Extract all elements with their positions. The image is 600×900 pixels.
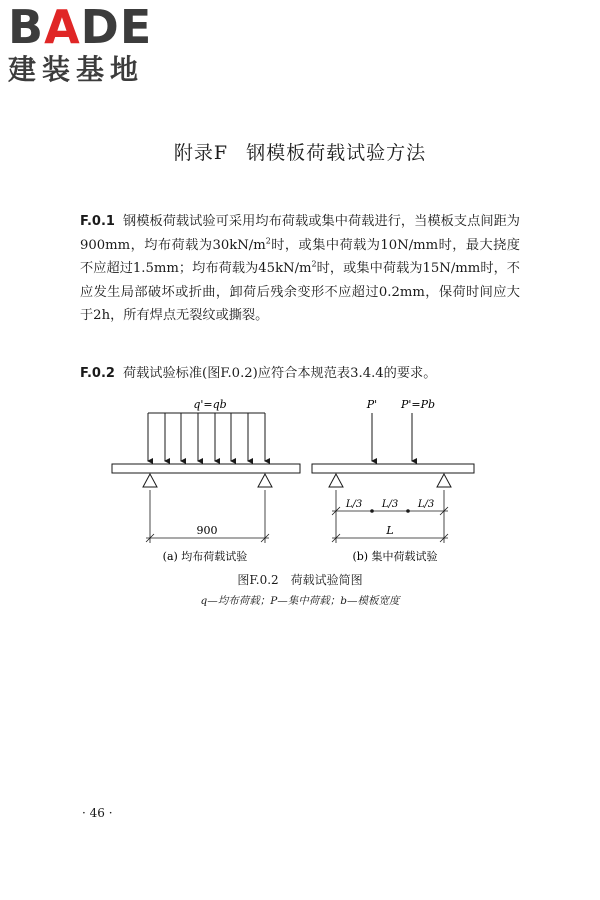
point-load-label-2: P'=Pb — [400, 398, 436, 411]
load-test-diagram — [100, 395, 500, 570]
span-label: L — [386, 524, 394, 537]
superscript: 2 — [265, 236, 271, 246]
clause-text-b: 时，或集中荷载为10N/mm时，最大挠度不应超过1.5mm；均布荷载为45kN/m — [80, 237, 520, 276]
clause-f01 — [80, 210, 520, 328]
concentrated-load-diagram — [312, 398, 474, 563]
appendix-title — [0, 138, 600, 165]
uniform-load-label: q'=qb — [193, 398, 227, 411]
third-label-3: L/3 — [417, 499, 435, 510]
clause-text: 荷载试验标准(图F.0.2)应符合本规范表3.4.4的要求。 — [122, 366, 437, 381]
clause-number: F.0.2 — [80, 366, 115, 381]
clause-number: F.0.1 — [80, 214, 115, 229]
support-left — [143, 474, 157, 487]
span-label: 900 — [196, 524, 218, 537]
logo-letter-b: B — [8, 0, 45, 54]
support-right — [437, 474, 451, 487]
appendix-label: 附录F — [173, 142, 229, 164]
superscript: 2 — [311, 259, 317, 269]
logo-subtitle: 建装基地 — [8, 53, 145, 86]
support-right — [258, 474, 272, 487]
bade-logo — [8, 0, 178, 94]
logo-letters-de: DE — [80, 0, 153, 54]
clause-text-a: 钢模板荷载试验可采用均布荷载或集中荷载进行，当模板支点间距为900mm，均布荷载为30kN/m — [80, 214, 520, 253]
logo-wordmark — [8, 0, 178, 54]
page-number: · 46 · — [82, 806, 113, 820]
third-label-1: L/3 — [345, 499, 363, 510]
appendix-heading: 钢模板荷载试验方法 — [246, 142, 427, 164]
uniform-load-diagram — [112, 398, 300, 563]
support-left — [329, 474, 343, 487]
diagram-svg — [100, 395, 500, 570]
figure-caption: 图F.0.2 荷载试验简图 — [237, 573, 363, 587]
beam — [112, 464, 300, 473]
beam — [312, 464, 474, 473]
clause-f02 — [80, 362, 520, 386]
third-label-2: L/3 — [381, 499, 399, 510]
clause-text-c: 时，或集中荷载为15N/mm时，不应发生局部破坏或折曲，卸荷后残余变形不应超过0.2mm，保荷时间应大于2h，所有焊点无裂纹或撕裂。 — [80, 261, 520, 323]
logo-letter-a: A — [44, 0, 81, 54]
concentrated-caption: (b) 集中荷载试验 — [352, 550, 438, 563]
load-arrows — [148, 413, 265, 461]
figure-legend: q—均布荷载；P—集中荷载；b—模板宽度 — [200, 595, 400, 607]
point-load-label: P' — [366, 398, 378, 411]
uniform-caption: (a) 均布荷载试验 — [162, 550, 248, 563]
